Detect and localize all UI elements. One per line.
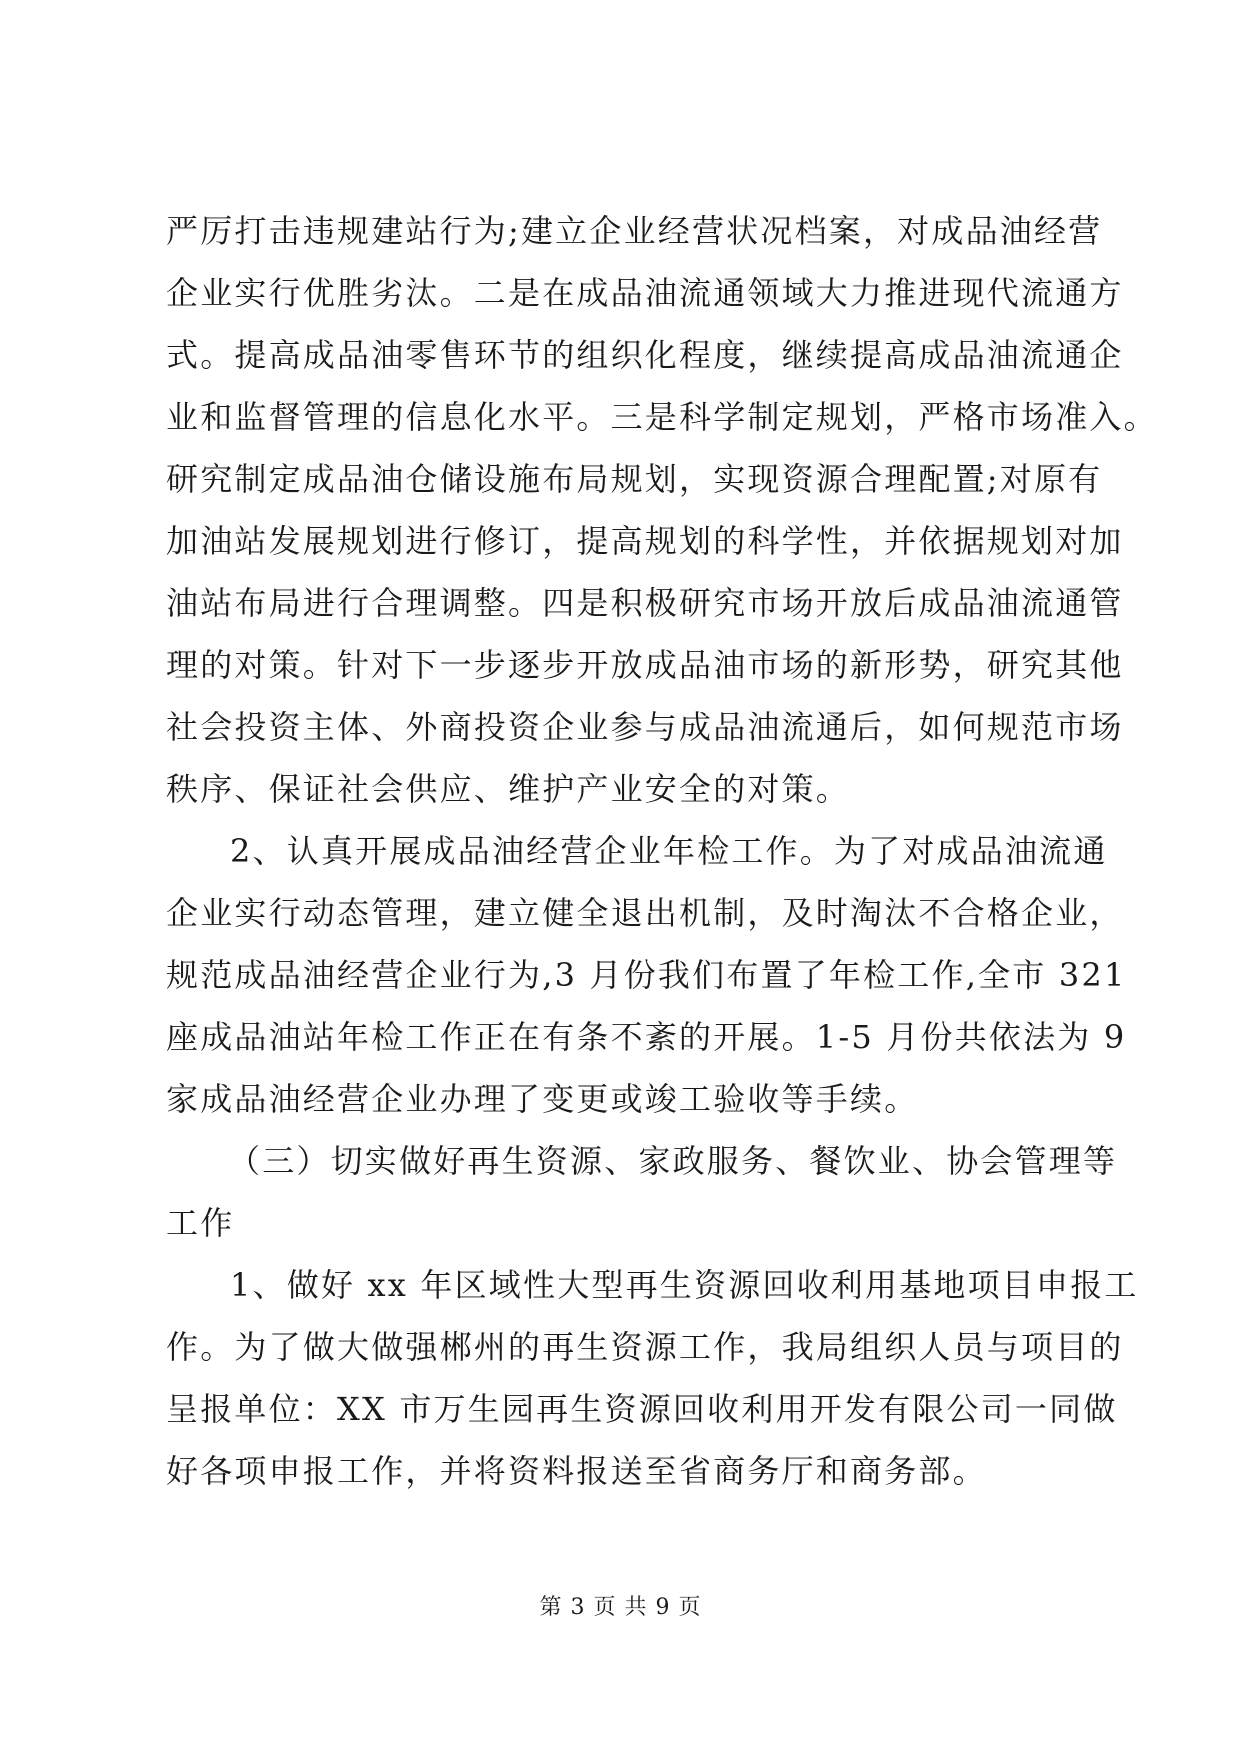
section-heading-continued: 工作: [166, 1204, 235, 1242]
body-text-line: 好各项申报工作，并将资料报送至省商务厅和商务部。: [166, 1452, 987, 1490]
body-text-line: 家成品油经营企业办理了变更或竣工验收等手续。: [166, 1080, 919, 1118]
body-text-line: 理的对策。针对下一步逐步开放成品油市场的新形势，研究其他: [166, 646, 1124, 684]
section-heading: （三）切实做好再生资源、家政服务、餐饮业、协会管理等: [228, 1142, 1118, 1180]
body-text-line: 油站布局进行合理调整。四是积极研究市场开放后成品油流通管: [166, 584, 1124, 622]
body-text-line: 作。为了做大做强郴州的再生资源工作，我局组织人员与项目的: [166, 1328, 1124, 1366]
page-number-footer: 第 3 页 共 9 页: [539, 1595, 702, 1620]
body-text-line: 严厉打击违规建站行为;建立企业经营状况档案，对成品油经营: [166, 212, 1103, 250]
paragraph-first-line: 1、做好 xx 年区域性大型再生资源回收利用基地项目申报工: [230, 1266, 1139, 1304]
body-text-line: 研究制定成品油仓储设施布局规划，实现资源合理配置;对原有: [166, 460, 1103, 498]
body-text-line: 加油站发展规划进行修订，提高规划的科学性，并依据规划对加: [166, 522, 1124, 560]
body-text-line: 座成品油站年检工作正在有条不紊的开展。1-5 月份共依法为 9: [166, 1018, 1127, 1056]
body-text-line: 企业实行动态管理，建立健全退出机制，及时淘汰不合格企业，: [166, 894, 1124, 932]
body-text-line: 秩序、保证社会供应、维护产业安全的对策。: [166, 770, 851, 808]
body-text-line: 社会投资主体、外商投资企业参与成品油流通后，如何规范市场: [166, 708, 1124, 746]
paragraph-first-line: 2、认真开展成品油经营企业年检工作。为了对成品油流通: [230, 832, 1108, 870]
body-text-line: 规范成品油经营企业行为,3 月份我们布置了年检工作,全市 321: [166, 956, 1127, 994]
body-text-line: 呈报单位：XX 市万生园再生资源回收利用开发有限公司一同做: [166, 1390, 1118, 1428]
body-text-line: 企业实行优胜劣汰。二是在成品油流通领域大力推进现代流通方: [166, 274, 1124, 312]
body-text-line: 式。提高成品油零售环节的组织化程度，继续提高成品油流通企: [166, 336, 1124, 374]
body-text-line: 业和监督管理的信息化水平。三是科学制定规划，严格市场准入。: [166, 398, 1158, 436]
